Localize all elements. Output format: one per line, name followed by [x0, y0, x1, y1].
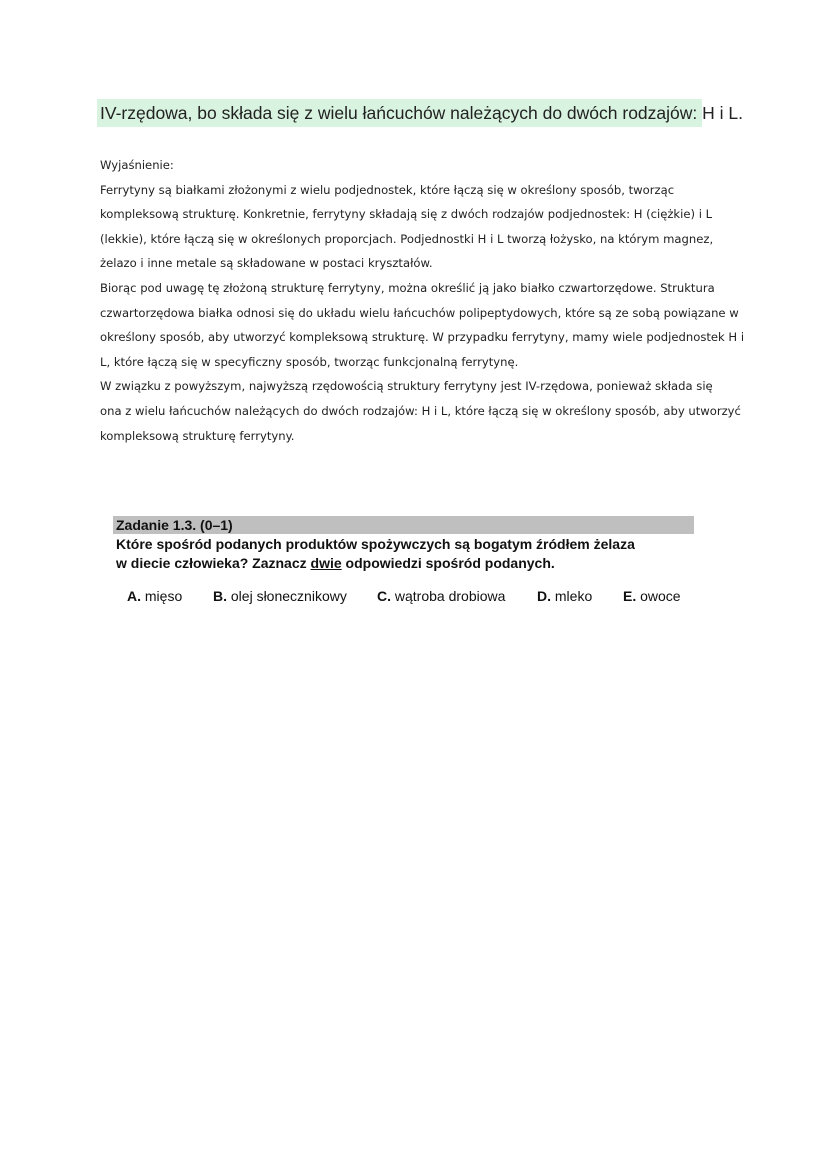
answer-heading: IV-rzędowa, bo składa się z wielu łańcuchów należących do dwóch rodzajów: H i L. [97, 99, 702, 127]
option-letter: D. [537, 588, 551, 604]
option-text: owoce [640, 588, 681, 604]
option-letter: C. [377, 588, 391, 604]
explanation-line: Wyjaśnienie: [100, 158, 174, 172]
option-letter: E. [623, 588, 637, 604]
explanation-line: określony sposób, aby utworzyć kompleksową strukturę. W przypadku ferrytyny, mamy wiele podjednostek H i [100, 330, 745, 345]
option-text: olej słonecznikowy [230, 588, 347, 604]
explanation-line: żelazo i inne metale są składowane w postaci kryształów. [100, 256, 433, 271]
explanation-line: L, które łączą się w specyficzny sposób, tworząc funkcjonalną ferrytynę. [100, 354, 519, 369]
question-line: Które spośród podanych produktów spożywczych są bogatym źródłem żelaza [116, 536, 635, 552]
explanation-block [100, 153, 745, 448]
option-text: mleko [554, 588, 593, 604]
explanation-line: W związku z powyższym, najwyższą rzędowością struktury ferrytyny jest IV-rzędowa, ponieważ składa się [100, 379, 713, 394]
option-a[interactable] [127, 586, 182, 608]
option-letter: B. [213, 588, 227, 604]
option-d[interactable] [537, 586, 592, 608]
explanation-line: czwartorzędowa białka odnosi się do układu wielu łańcuchów polipeptydowych, które są ze sobą powiązane w [100, 305, 739, 320]
task-header: Zadanie 1.3. (0–1) [113, 516, 694, 534]
option-e[interactable] [623, 586, 681, 608]
question-text: w diecie człowieka? Zaznacz [116, 555, 311, 571]
explanation-line: (lekkie), które łączą się w określonych proporcjach. Podjednostki H i L tworzą łożysko, na którym magnez, [100, 231, 714, 246]
explanation-line: ona z wielu łańcuchów należących do dwóch rodzajów: H i L, które łączą się w określony sposób, aby utworzyć [100, 403, 741, 418]
option-b[interactable] [213, 586, 347, 608]
task-question [116, 535, 706, 573]
option-letter: A. [127, 588, 141, 604]
option-text: mięso [144, 588, 183, 604]
option-c[interactable] [377, 586, 505, 608]
explanation-line: Biorąc pod uwagę tę złożoną strukturę ferrytyny, można określić ją jako białko czwartorzędowe. Struktura [100, 280, 715, 295]
question-emphasis: dwie [310, 555, 342, 571]
explanation-line: Ferrytyny są białkami złożonymi z wielu podjednostek, które łączą się w określony sposób, tworząc [100, 182, 675, 197]
question-line [116, 554, 706, 573]
option-text: wątroba drobiowa [394, 588, 506, 604]
answer-options [0, 586, 828, 608]
question-text: odpowiedzi spośród podanych. [341, 555, 555, 571]
explanation-line: kompleksową strukturę. Konkretnie, ferrytyny składają się z dwóch rodzajów podjednostek: H (ciężkie) i L [100, 207, 713, 222]
explanation-line: kompleksową strukturę ferrytyny. [100, 428, 295, 443]
